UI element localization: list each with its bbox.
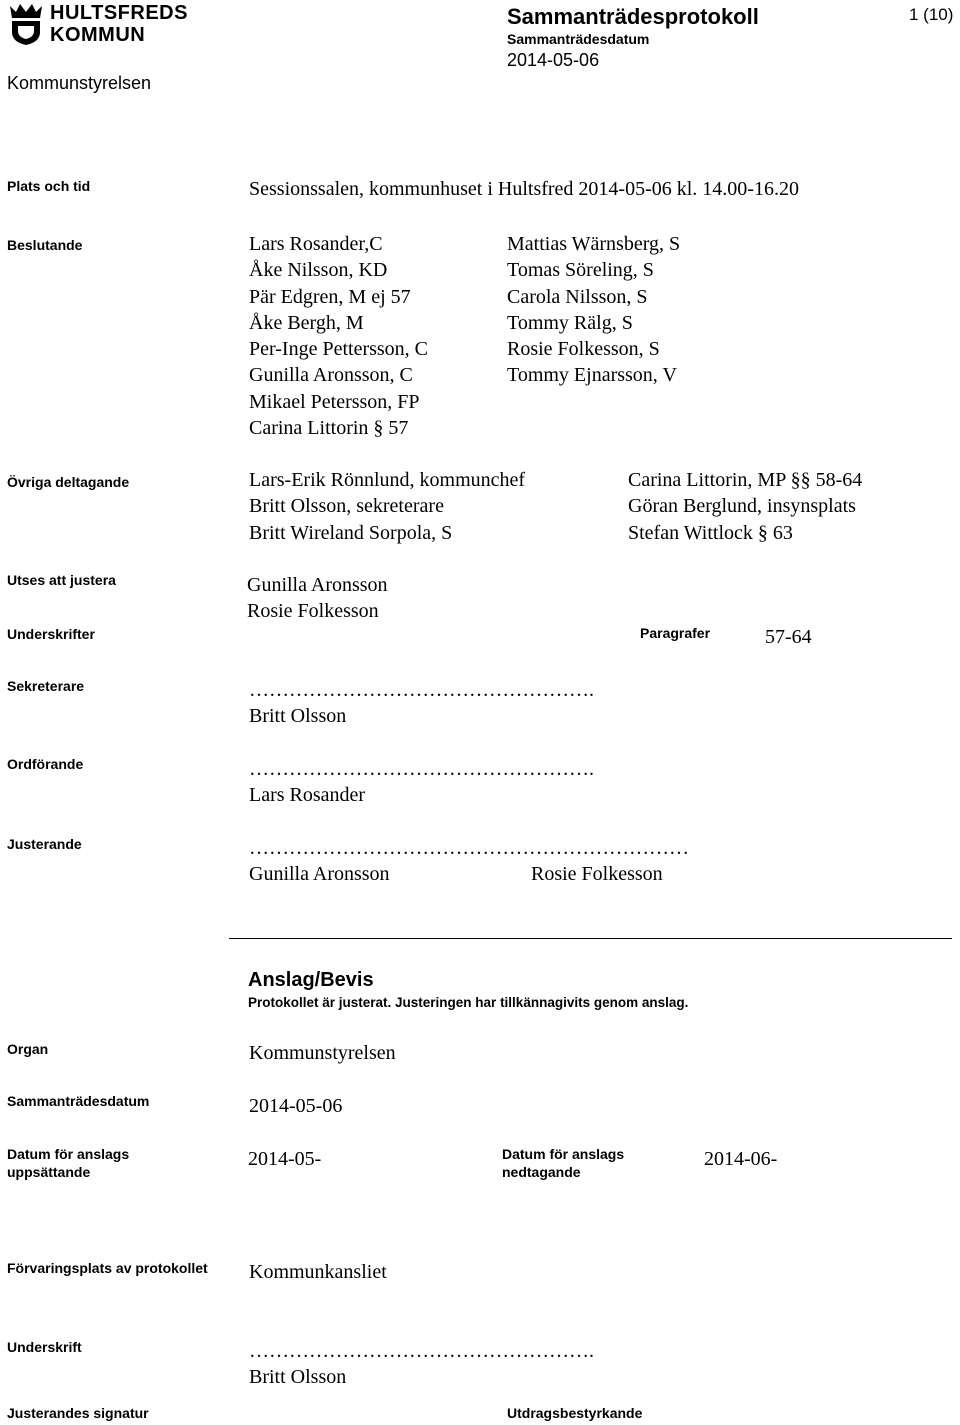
adjuster-signature-label: Justerande xyxy=(7,836,82,852)
page-number: 1 (10) xyxy=(909,5,954,24)
participant-name: Stefan Wittlock § 63 xyxy=(628,521,793,544)
organ-label: Organ xyxy=(7,1041,49,1057)
member-name: Tommy Ejnarsson, V xyxy=(507,364,677,387)
paragraphs-label: Paragrafer xyxy=(640,625,711,641)
removal-date-value: 2014-06- xyxy=(704,1148,778,1170)
participant-name: Britt Wireland Sorpola, S xyxy=(249,521,453,544)
decision-makers-col-1 xyxy=(249,231,428,441)
member-name: Pär Edgren, M ej 57 xyxy=(249,285,411,308)
decision-makers-col-2 xyxy=(507,231,680,389)
participant-name: Britt Olsson, sekreterare xyxy=(249,495,444,518)
adjuster-name: Rosie Folkesson xyxy=(247,600,379,623)
adjuster-initials-label: Justerandes signatur xyxy=(7,1405,149,1421)
adjuster-name: Gunilla Aronsson xyxy=(247,574,388,596)
storage-value: Kommunkansliet xyxy=(249,1261,387,1283)
signatures-label: Underskrifter xyxy=(7,626,95,642)
adjuster-name-2: Rosie Folkesson xyxy=(531,863,663,885)
participant-name: Carina Littorin, MP §§ 58-64 xyxy=(628,469,863,491)
section-divider xyxy=(229,938,952,939)
other-participants-col-2 xyxy=(628,467,862,546)
municipality-logo xyxy=(6,2,188,46)
place-time-label: Plats och tid xyxy=(7,178,91,194)
paragraphs-value: 57-64 xyxy=(765,626,812,648)
secretary-label: Sekreterare xyxy=(7,678,85,694)
member-name: Tommy Rälg, S xyxy=(507,311,633,334)
participant-name: Göran Berglund, insynsplats xyxy=(628,495,856,518)
notice-subtitle: Protokollet är justerat. Justeringen har tillkännagivits genom anslag. xyxy=(248,995,689,1010)
meeting-date-value: 2014-05-06 xyxy=(507,50,600,70)
member-name: Gunilla Aronsson, C xyxy=(249,364,413,387)
logo-line-2: KOMMUN xyxy=(50,24,146,46)
adjuster-signature-line: ………………………………………………………… xyxy=(249,837,689,859)
member-name: Mattias Wärnsberg, S xyxy=(507,233,681,255)
participant-name: Lars-Erik Rönnlund, kommunchef xyxy=(249,469,526,491)
document-title: Sammanträdesprotokoll xyxy=(507,4,759,29)
notice-date-label: Sammanträdesdatum xyxy=(7,1093,150,1109)
extract-certification-label: Utdragsbestyrkande xyxy=(507,1405,643,1421)
logo-line-1: HULTSFREDS xyxy=(50,2,188,24)
posting-date-label-1: Datum för anslags xyxy=(7,1146,130,1162)
member-name: Mikael Petersson, FP xyxy=(249,390,420,413)
chairman-signature-line: ……………………………………………. xyxy=(249,758,594,780)
meeting-date-label: Sammanträdesdatum xyxy=(507,31,650,47)
adjuster-name-1: Gunilla Aronsson xyxy=(249,863,390,885)
place-time-value: Sessionssalen, kommunhuset i Hultsfred 2014-05-06 kl. 14.00-16.20 xyxy=(249,178,799,200)
notice-date-value: 2014-05-06 xyxy=(249,1095,343,1117)
decision-makers-label: Beslutande xyxy=(7,237,83,253)
committee-name: Kommunstyrelsen xyxy=(7,73,152,93)
other-participants-label: Övriga deltagande xyxy=(7,474,130,490)
organ-value: Kommunstyrelsen xyxy=(249,1042,396,1064)
chairman-name: Lars Rosander xyxy=(249,784,366,806)
crown-shield-icon xyxy=(6,2,46,46)
member-name: Tomas Söreling, S xyxy=(507,259,654,282)
signature-line: ……………………………………………. xyxy=(249,1340,594,1362)
signature-name: Britt Olsson xyxy=(249,1366,347,1388)
posting-date-label-2: uppsättande xyxy=(7,1164,91,1180)
member-name: Åke Bergh, M xyxy=(249,311,364,334)
member-name: Carola Nilsson, S xyxy=(507,285,648,308)
storage-label: Förvaringsplats av protokollet xyxy=(7,1260,208,1276)
member-name: Åke Nilsson, KD xyxy=(249,259,388,282)
other-participants-col-1 xyxy=(249,467,525,546)
signature-label: Underskrift xyxy=(7,1339,82,1355)
adjusters-label: Utses att justera xyxy=(7,572,116,588)
removal-date-label-1: Datum för anslags xyxy=(502,1146,625,1162)
secretary-name: Britt Olsson xyxy=(249,705,347,727)
posting-date-value: 2014-05- xyxy=(248,1148,322,1170)
adjusters-list xyxy=(247,572,388,625)
notice-title: Anslag/Bevis xyxy=(248,969,374,991)
secretary-signature-line: ……………………………………………. xyxy=(249,679,594,701)
removal-date-label-2: nedtagande xyxy=(502,1164,581,1180)
member-name: Rosie Folkesson, S xyxy=(507,338,660,361)
member-name: Carina Littorin § 57 xyxy=(249,417,409,440)
chairman-label: Ordförande xyxy=(7,756,84,772)
member-name: Lars Rosander,C xyxy=(249,233,383,255)
member-name: Per-Inge Pettersson, C xyxy=(249,338,429,361)
